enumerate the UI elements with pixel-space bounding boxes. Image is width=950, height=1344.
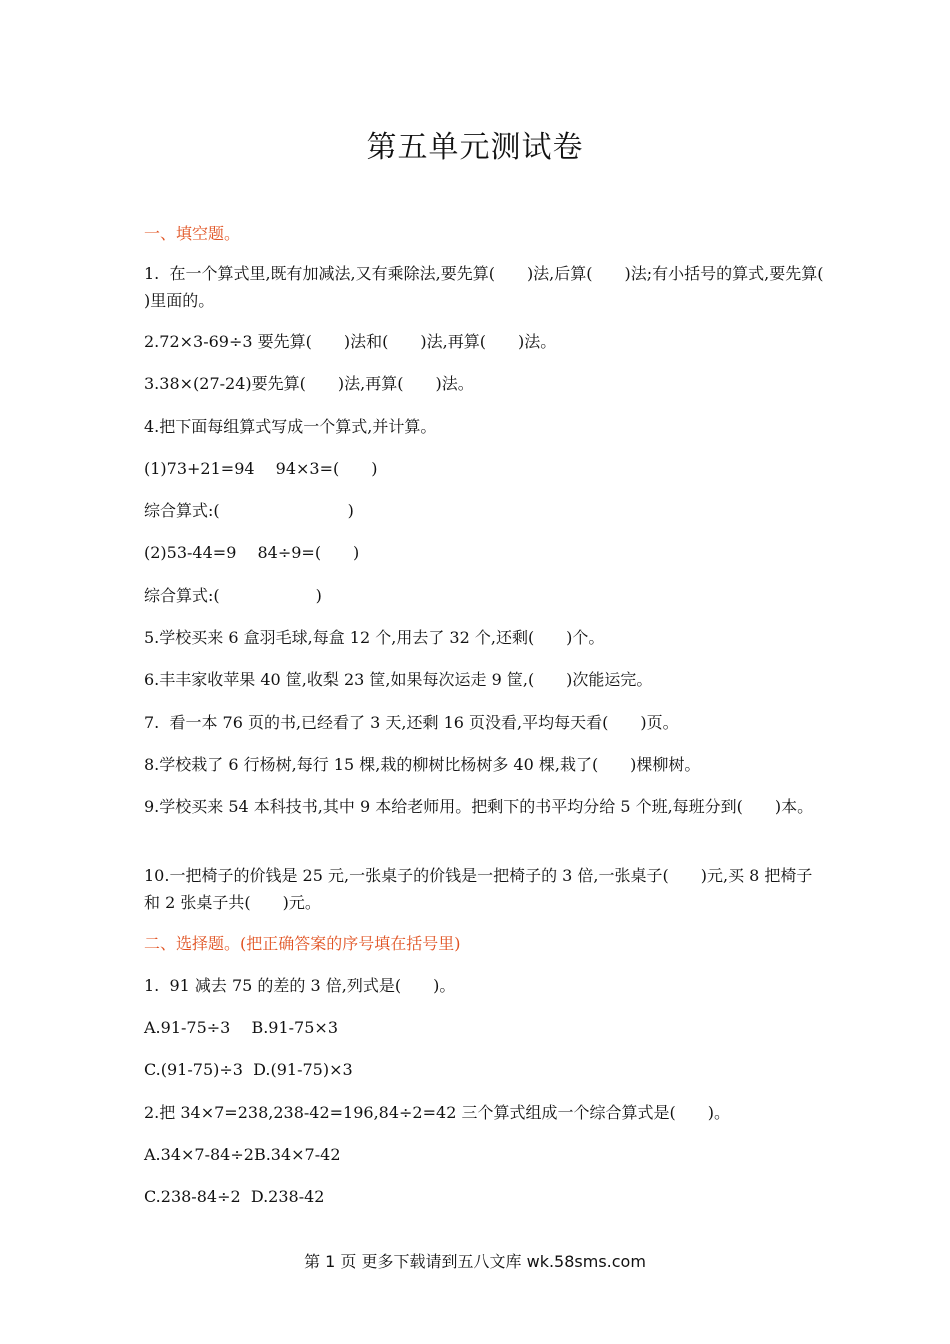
question-choice-1-options-ab: A.91-75÷3 B.91-75×3 — [144, 1018, 338, 1037]
question-choice-2: 2.把 34×7=238,238-42=196,84÷2=42 三个算式组成一个综合算式是( )。 — [144, 1103, 730, 1122]
question-fill-4-part-1-combined: 综合算式:( ) — [144, 501, 354, 520]
section-heading-fill-in: 一、填空题。 — [144, 224, 241, 243]
question-choice-2-options-cd: C.238-84÷2 D.238-42 — [144, 1187, 325, 1206]
question-fill-8: 8.学校栽了 6 行杨树,每行 15 棵,栽的柳树比杨树多 40 棵,栽了( )棵柳树。 — [144, 755, 701, 774]
question-fill-9: 9.学校买来 54 本科技书,其中 9 本给老师用。把剩下的书平均分给 5 个班,每班分到( )本。 — [144, 797, 814, 816]
question-fill-4-part-2-combined: 综合算式:( ) — [144, 586, 322, 605]
question-choice-1: 1. 91 减去 75 的差的 3 倍,列式是( )。 — [144, 976, 456, 995]
page-title: 第五单元测试卷 — [366, 130, 584, 165]
page-footer: 第 1 页 更多下载请到五八文库 wk.58sms.com — [304, 1252, 646, 1271]
question-choice-1-options-cd: C.(91-75)÷3 D.(91-75)×3 — [144, 1060, 353, 1079]
section-heading-choice: 二、选择题。(把正确答案的序号填在括号里) — [144, 934, 461, 953]
question-fill-2: 2.72×3-69÷3 要先算( )法和( )法,再算( )法。 — [144, 332, 557, 351]
question-choice-2-options-ab: A.34×7-84÷2B.34×7-42 — [144, 1145, 341, 1164]
question-fill-6: 6.丰丰家收苹果 40 筐,收梨 23 筐,如果每次运走 9 筐,( )次能运完。 — [144, 670, 653, 689]
question-fill-5: 5.学校买来 6 盒羽毛球,每盒 12 个,用去了 32 个,还剩( )个。 — [144, 628, 605, 647]
question-fill-4-part-2: (2)53-44=9 84÷9=( ) — [144, 543, 360, 562]
question-fill-10: 10.一把椅子的价钱是 25 元,一张桌子的价钱是一把椅子的 3 倍,一张桌子( )元,买 8 把椅子和 2 张桌子共( )元。 — [144, 866, 813, 912]
question-fill-3: 3.38×(27-24)要先算( )法,再算( )法。 — [144, 374, 474, 393]
question-fill-1: 1. 在一个算式里,既有加减法,又有乘除法,要先算( )法,后算( )法;有小括号的算式,要先算( )里面的。 — [144, 264, 856, 310]
question-fill-4-part-1: (1)73+21=94 94×3=( ) — [144, 459, 378, 478]
question-fill-4: 4.把下面每组算式写成一个算式,并计算。 — [144, 417, 437, 436]
question-fill-7: 7. 看一本 76 页的书,已经看了 3 天,还剩 16 页没看,平均每天看( )页。 — [144, 713, 679, 732]
